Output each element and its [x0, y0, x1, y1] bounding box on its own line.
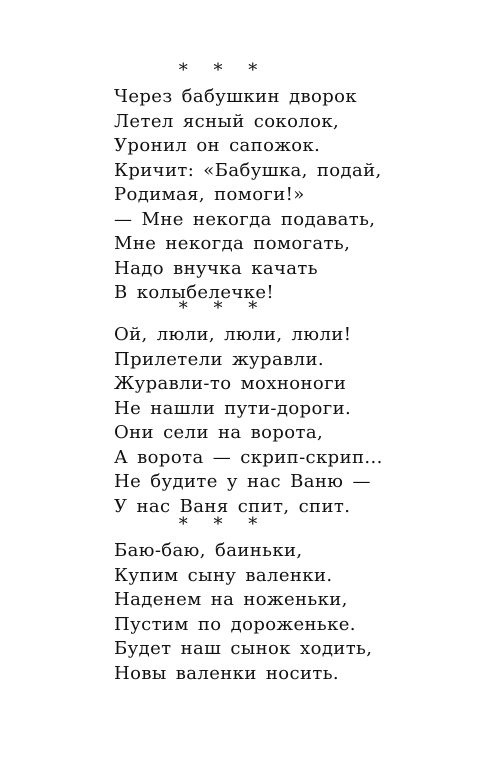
poem-line: Журавли-то мохноноги — [114, 373, 347, 394]
poem-line: Родимая, помоги!» — [114, 184, 305, 205]
poem — [114, 60, 414, 306]
poem-line: Пустим по дороженьке. — [114, 613, 356, 635]
poem-line: Они сели на ворота, — [114, 422, 324, 443]
poem-line: Через бабушкин дворок — [114, 86, 358, 107]
poem-line: Надо внучка качать — [114, 257, 318, 279]
poem-line: Новы валенки носить. — [114, 662, 340, 684]
poem-line: Уронил он сапожок. — [114, 135, 321, 156]
poem-line: Будет наш сынок ходить, — [114, 638, 373, 659]
poem-line: — Мне некогда подавать, — [114, 208, 376, 230]
poem-line: У нас Ваня спит, спит. — [114, 495, 351, 517]
asterism-separator: * * * — [178, 514, 268, 535]
poem-line: Мне некогда помогать, — [114, 233, 351, 254]
asterism-separator: * * * — [178, 60, 268, 81]
poem-line: Купим сыну валенки. — [114, 564, 333, 586]
poem-line: Ой, люли, люли, люли! — [114, 324, 352, 345]
poem-line: Не будите у нас Ваню — — [114, 471, 371, 492]
asterism-separator: * * * — [178, 298, 268, 319]
poem-line: Баю-баю, баиньки, — [114, 540, 303, 561]
poem — [114, 514, 414, 686]
poem-line: Кричит: «Бабушка, подай, — [114, 159, 382, 181]
poem-line: В колыбелечке! — [114, 282, 275, 303]
poem-line: Летел ясный соколок, — [114, 110, 340, 132]
poem-line: Не нашли пути-дороги. — [114, 397, 352, 419]
poem — [114, 298, 414, 519]
poem-line: А ворота — скрип-скрип... — [114, 446, 383, 468]
poem-line: Прилетели журавли. — [114, 348, 324, 370]
poem-line: Наденем на ноженьки, — [114, 589, 348, 610]
